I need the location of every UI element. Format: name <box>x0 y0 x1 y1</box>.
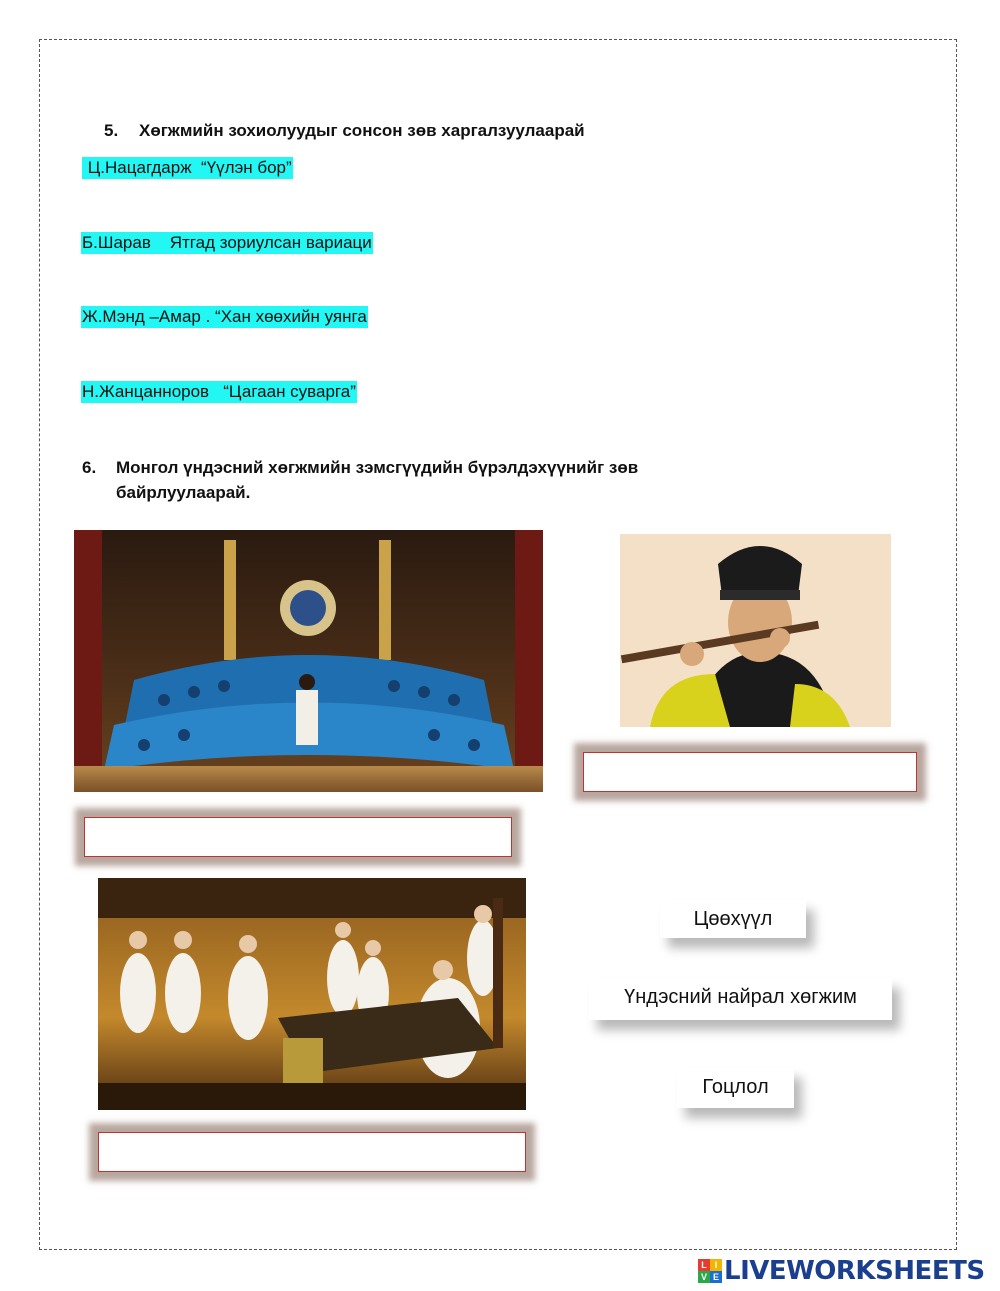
question-5-number: 5. <box>104 121 119 140</box>
question-5-title <box>104 118 724 144</box>
answer-box-flute[interactable] <box>583 752 917 792</box>
orchestra-photo-icon <box>74 530 543 792</box>
liveworksheets-logo <box>698 1257 985 1285</box>
question-5-text: Хөгжмийн зохиолуудыг сонсон зөв харгалзуулаарай <box>139 121 585 140</box>
composition-item-4: Н.Жанцанноров “Цагаан суварга” <box>82 382 356 401</box>
composition-item-3: Ж.Мэнд –Амар . “Хан хөөхийн уянга <box>82 307 367 326</box>
flute-player-photo-icon <box>620 534 891 727</box>
composition-item-1: Ц.Нацагдарж “Үүлэн бор” <box>83 158 292 177</box>
answer-box-orchestra[interactable] <box>84 817 512 857</box>
chip-national-orchestra[interactable]: Үндэсний найрал хөгжим <box>589 978 892 1020</box>
liveworksheets-logo-mark-icon <box>698 1259 722 1283</box>
question-6-text-line1: Монгол үндэсний хөгжмийн зэмсгүүдийн бүрэлдэхүүнийг зөв <box>116 458 639 477</box>
composition-item-2: Б.Шарав Ятгад зориулсан вариаци <box>82 233 372 252</box>
logo-mark-l: L <box>698 1259 710 1271</box>
question-6-text-line2: байрлуулаарай. <box>116 483 251 502</box>
chip-solo[interactable]: Гоцлол <box>677 1068 794 1108</box>
logo-mark-e: E <box>710 1271 722 1283</box>
liveworksheets-logo-text: LIVEWORKSHEETS <box>724 1256 985 1286</box>
question-6-number: 6. <box>82 458 97 477</box>
logo-mark-v: V <box>698 1271 710 1283</box>
logo-mark-i: I <box>710 1259 722 1271</box>
chip-small-ensemble[interactable]: Цөөхүүл <box>660 900 806 938</box>
question-6-title <box>82 455 782 507</box>
answer-box-ensemble[interactable] <box>98 1132 526 1172</box>
ensemble-photo-icon <box>98 878 526 1110</box>
